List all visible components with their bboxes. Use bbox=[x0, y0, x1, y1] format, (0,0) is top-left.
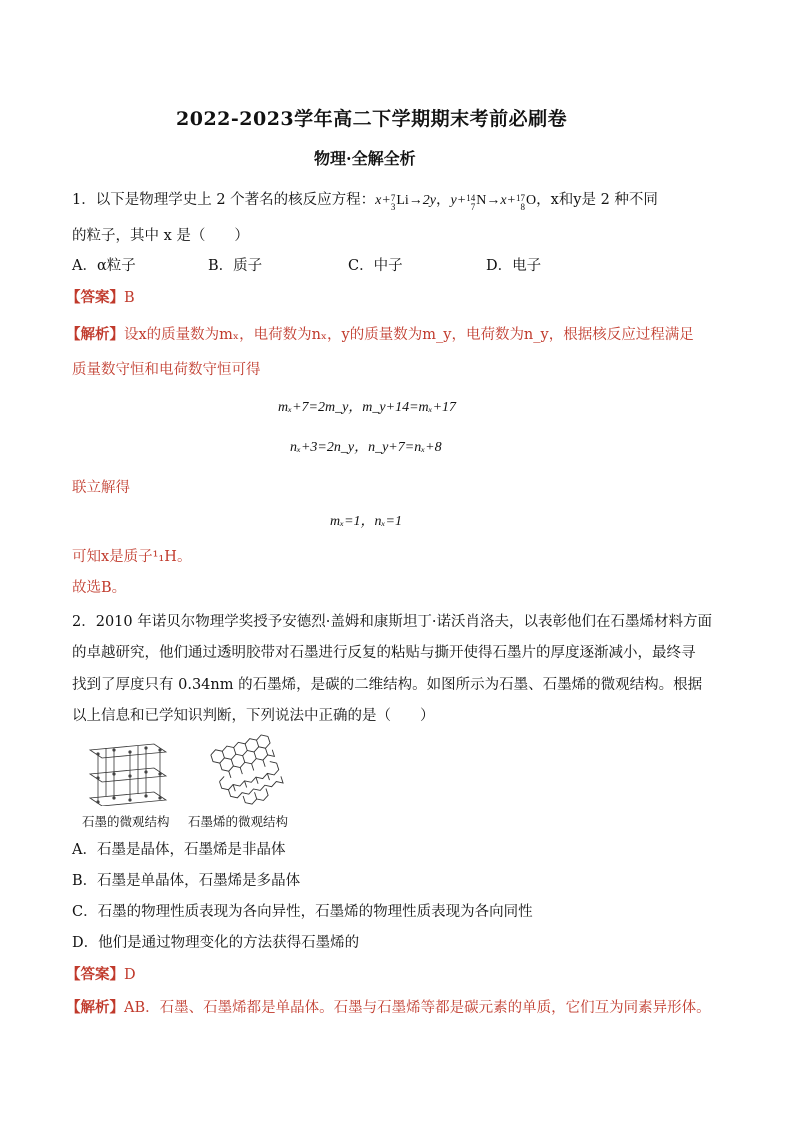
q2-option-b: B．石墨是单晶体，石墨烯是多晶体 bbox=[72, 873, 301, 889]
q1-analysis-label: 【解析】 bbox=[66, 326, 124, 343]
q2-option-d: D．他们是通过物理变化的方法获得石墨烯的 bbox=[72, 935, 360, 951]
page-subtitle: 物理·全解全析 bbox=[314, 149, 416, 168]
q1-answer-value: B bbox=[124, 290, 135, 306]
q1-joint-solve: 联立解得 bbox=[72, 480, 130, 496]
caption-graphene: 石墨烯的微观结构 bbox=[188, 814, 289, 829]
q2-stem-line2: 的卓越研究，他们通过透明胶带对石墨进行反复的粘贴与撕开使得石墨片的厚度逐渐减小，最终寻 bbox=[72, 645, 696, 661]
q1-stem-tail: ，x和y是 2 种不同 bbox=[536, 192, 658, 208]
q2-stem-line1: 2．2010 年诺贝尔物理学奖授予安德烈·盖姆和康斯坦丁·诺沃肖洛夫，以表彰他们在石墨烯材料方面 bbox=[72, 614, 712, 630]
q1-option-b: B．质子 bbox=[208, 258, 263, 274]
graphite-structure-figure bbox=[84, 738, 172, 806]
q2-answer bbox=[66, 965, 136, 985]
q2-stem-line3: 找到了厚度只有 0.34nm 的石墨烯，是碳的二维结构。如图所示为石墨、石墨烯的微观结构。根据 bbox=[72, 677, 703, 693]
q1-analysis-line2: 质量数守恒和电荷数守恒可得 bbox=[72, 362, 261, 378]
q1-option-c: C．中子 bbox=[348, 258, 403, 274]
q1-stem-line2: 的粒子，其中 x 是（ ） bbox=[72, 228, 249, 244]
q1-answer bbox=[66, 288, 135, 308]
page-title: 2022-2023学年高二下学期期末考前必刷卷 bbox=[176, 108, 568, 130]
q1-answer-label: 【答案】 bbox=[66, 289, 124, 306]
q1-final: 故选B。 bbox=[72, 580, 127, 596]
q2-option-c: C．石墨的物理性质表现为各向异性，石墨烯的物理性质表现为各向同性 bbox=[72, 904, 533, 920]
q2-analysis-line1 bbox=[66, 998, 711, 1018]
graphene-structure-figure bbox=[208, 734, 290, 810]
q2-answer-label: 【答案】 bbox=[66, 966, 124, 983]
q2-option-a: A．石墨是晶体，石墨烯是非晶体 bbox=[72, 842, 286, 858]
q2-answer-value: D bbox=[124, 967, 136, 983]
q1-solution: mₓ=1，nₓ=1 bbox=[330, 514, 402, 529]
q1-stem-line1: 1．以下是物理学史上 2 个著名的核反应方程：x+ 7 3 Li→2y，y+ 14 7 N→x+ 17 8 O，x和y是 2 种不同 bbox=[72, 192, 658, 212]
q1-option-a: A．α粒子 bbox=[72, 258, 136, 274]
q1-conclusion: 可知x是质子¹₁H。 bbox=[72, 549, 192, 565]
q2-stem-line4: 以上信息和已学知识判断，下列说法中正确的是（ ） bbox=[72, 708, 435, 724]
q1-stem-text: 1．以下是物理学史上 2 个著名的核反应方程： bbox=[72, 192, 376, 208]
q1-equation-mass: mₓ+7=2m_y，m_y+14=mₓ+17 bbox=[278, 400, 457, 415]
q1-equation-2: y+ 14 7 N→x+ 17 8 O bbox=[450, 193, 537, 212]
q1-equation-1: x+ 7 3 Li→2y bbox=[375, 193, 437, 212]
caption-graphite: 石墨的微观结构 bbox=[82, 814, 170, 829]
q1-equation-charge: nₓ+3=2n_y，n_y+7=nₓ+8 bbox=[290, 440, 442, 455]
q2-analysis-label: 【解析】 bbox=[66, 999, 124, 1016]
q2-analysis-text1: AB．石墨、石墨烯都是单晶体。石墨与石墨烯等都是碳元素的单质，它们互为同素异形体。 bbox=[124, 1000, 711, 1016]
q1-analysis-line1 bbox=[66, 325, 694, 345]
q1-analysis-text1: 设x的质量数为mₓ，电荷数为nₓ，y的质量数为m_y，电荷数为n_y，根据核反应过程满足 bbox=[124, 327, 694, 343]
q1-option-d: D．电子 bbox=[486, 258, 542, 274]
